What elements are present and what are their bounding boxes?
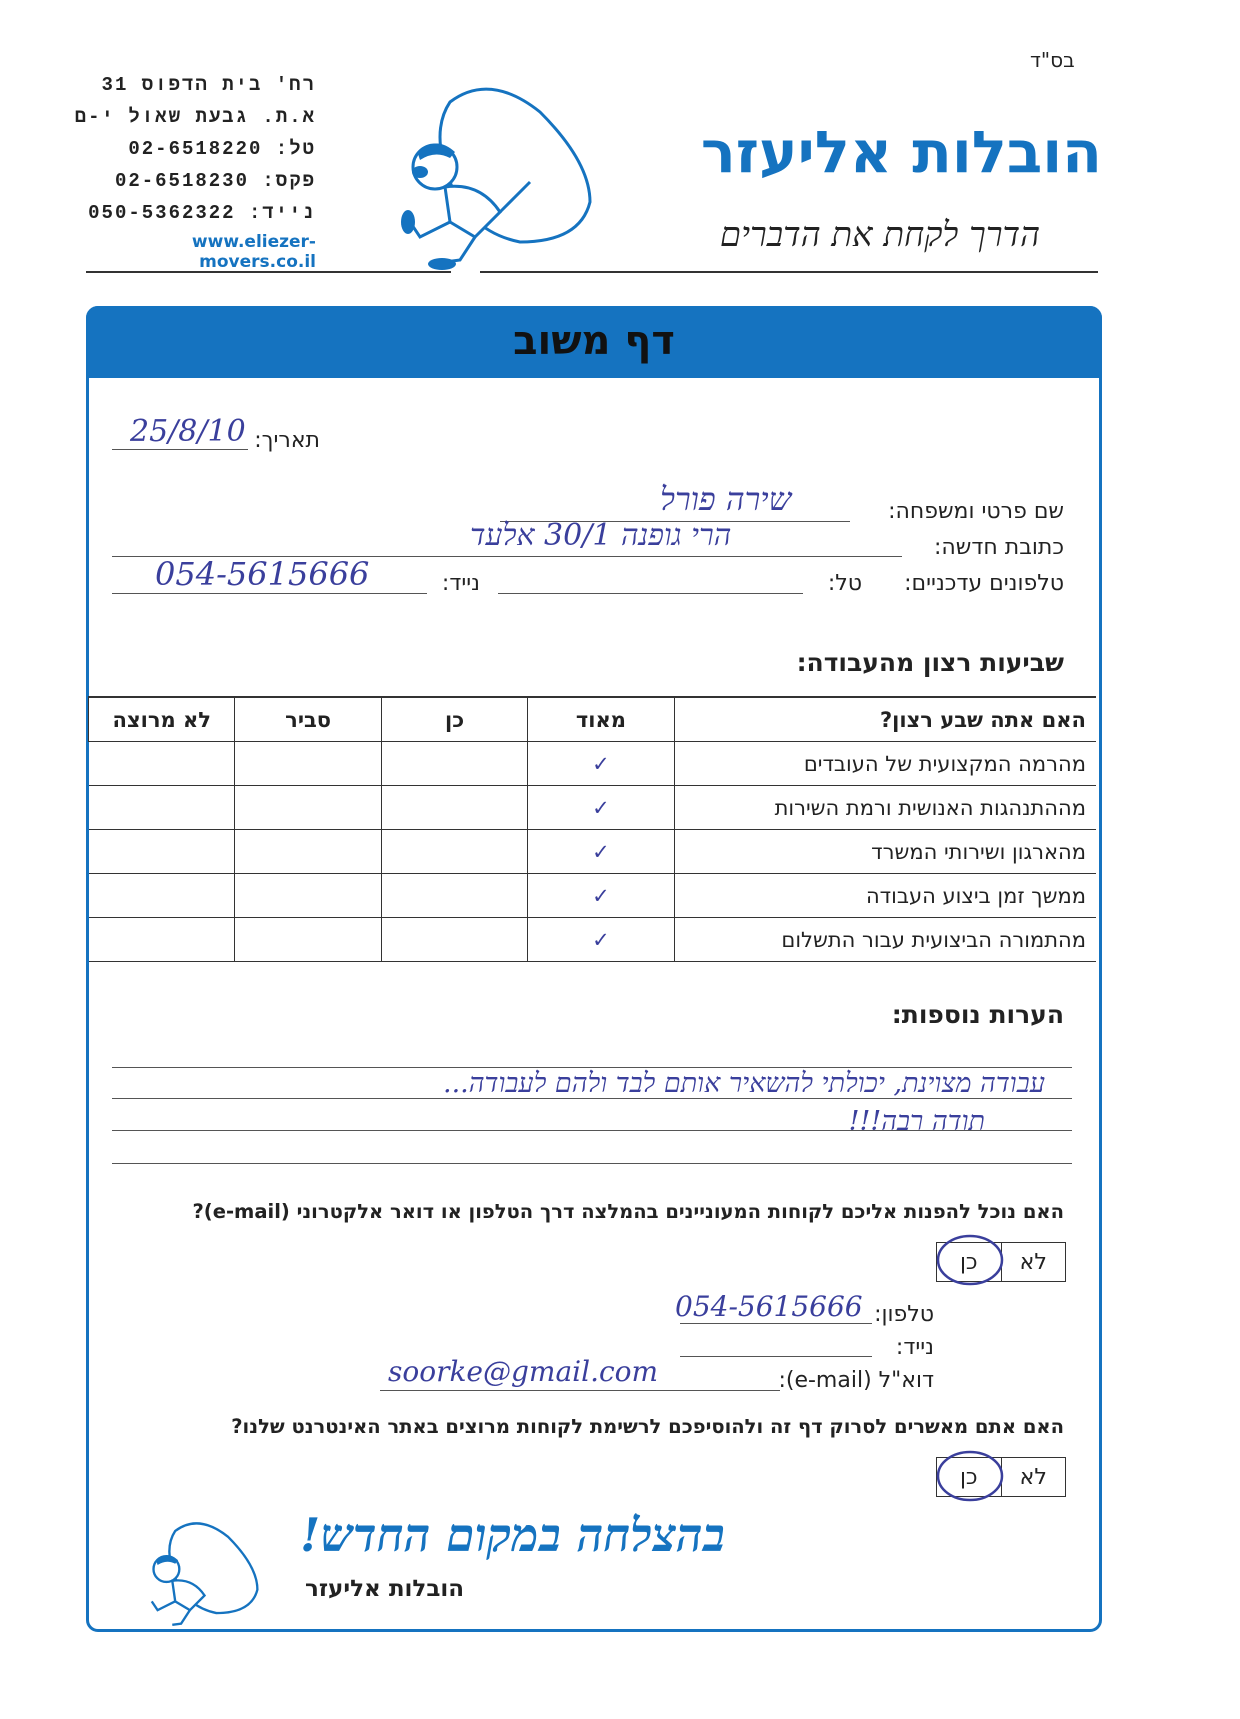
question-cell: מהתמורה הביצועית עבור התשלום bbox=[674, 918, 1096, 962]
address-line: פקס: 02-6518230 bbox=[114, 170, 316, 192]
referral-yes-option[interactable]: כן bbox=[937, 1243, 1002, 1281]
fair-checkbox[interactable] bbox=[235, 830, 381, 874]
very-checkbox[interactable]: ✓ bbox=[528, 874, 674, 918]
referral-phone-label: טלפון: bbox=[874, 1302, 934, 1327]
header-rule-left bbox=[86, 271, 451, 273]
mobile-line bbox=[112, 593, 427, 594]
table-row bbox=[89, 830, 1097, 874]
mascot-logo-icon bbox=[390, 72, 620, 272]
table-row bbox=[89, 918, 1097, 962]
footer-wish: בהצלחה במקום החדש! bbox=[300, 1508, 725, 1562]
date-line bbox=[112, 449, 248, 450]
website-link[interactable]: www.eliezer-movers.co.il bbox=[191, 232, 316, 272]
table-row bbox=[89, 742, 1097, 786]
unsatisfied-checkbox[interactable] bbox=[89, 786, 235, 830]
question-cell: ממשך זמן ביצוע העבודה bbox=[674, 874, 1096, 918]
address-line: טל: 02-6518220 bbox=[128, 138, 316, 160]
referral-email-line bbox=[380, 1390, 780, 1391]
satisfaction-heading: שביעות רצון מהעבודה: bbox=[796, 648, 1064, 677]
yes-checkbox[interactable] bbox=[381, 874, 527, 918]
fair-checkbox[interactable] bbox=[235, 874, 381, 918]
unsatisfied-checkbox[interactable] bbox=[89, 830, 235, 874]
referral-phone-value[interactable]: 054-5615666 bbox=[675, 1290, 863, 1323]
question-cell: מהארגון ושירותי המשרד bbox=[674, 830, 1096, 874]
name-label: שם פרטי ומשפחה: bbox=[888, 499, 1064, 524]
column-header: האם אתה שבע רצון? bbox=[674, 697, 1096, 742]
very-checkbox[interactable]: ✓ bbox=[528, 786, 674, 830]
question-cell: מההתנהגות האנושית ורמת השירות bbox=[674, 786, 1096, 830]
table-header-row bbox=[89, 697, 1097, 742]
address-line: נייד: 050-5362322 bbox=[88, 202, 316, 224]
yes-checkbox[interactable] bbox=[381, 742, 527, 786]
name-value[interactable]: שירה פורל bbox=[660, 480, 792, 518]
tel-label: טל: bbox=[827, 571, 862, 596]
scan-no-option[interactable]: לא bbox=[1019, 1464, 1047, 1490]
fair-checkbox[interactable] bbox=[235, 786, 381, 830]
notes-text-line1[interactable]: עבודה מצוינת, יכולתי להשאיר אותם לבד ולהם לעבודה... bbox=[442, 1068, 1045, 1099]
table-row bbox=[89, 786, 1097, 830]
footer-company: הובלות אליעזר bbox=[305, 1576, 465, 1602]
yes-checkbox[interactable] bbox=[381, 830, 527, 874]
mobile-label: נייד: bbox=[441, 571, 480, 596]
very-checkbox[interactable]: ✓ bbox=[528, 742, 674, 786]
very-checkbox[interactable]: ✓ bbox=[528, 830, 674, 874]
notes-line bbox=[112, 1163, 1072, 1164]
very-checkbox[interactable]: ✓ bbox=[528, 918, 674, 962]
column-header: מאוד bbox=[528, 697, 674, 742]
yes-circle-mark-icon bbox=[930, 1446, 1010, 1506]
address-line: א.ת. גבעת שאול י-ם bbox=[74, 106, 316, 128]
yes-checkbox[interactable] bbox=[381, 786, 527, 830]
form-title: דף משוב bbox=[513, 318, 675, 364]
referral-no-option[interactable]: לא bbox=[1019, 1249, 1047, 1275]
phones-label: טלפונים עדכניים: bbox=[904, 571, 1064, 596]
tel-line bbox=[498, 593, 803, 594]
satisfaction-table bbox=[88, 696, 1096, 962]
table-row bbox=[89, 874, 1097, 918]
column-header: לא מרוצה bbox=[89, 697, 235, 742]
referral-mobile-line bbox=[680, 1356, 872, 1357]
slogan: הדרך לקחת את הדברים bbox=[719, 215, 1040, 255]
referral-phone-line bbox=[680, 1323, 872, 1324]
yes-checkbox[interactable] bbox=[381, 918, 527, 962]
column-header: כן bbox=[381, 697, 527, 742]
date-label: תאריך: bbox=[254, 428, 320, 453]
header-rule-right bbox=[480, 271, 1098, 273]
new-address-value[interactable]: הרי גופנה 30/1 אלעד bbox=[470, 518, 732, 553]
referral-question: האם נוכל להפנות אליכם לקוחות המעוניינים בהמלצה דרך הטלפון או דואר אלקטרוני (e-mail)? bbox=[192, 1200, 1064, 1223]
date-value[interactable]: 25/8/10 bbox=[130, 414, 246, 449]
fair-checkbox[interactable] bbox=[235, 918, 381, 962]
question-cell: מהרמה המקצועית של העובדים bbox=[674, 742, 1096, 786]
new-address-label: כתובת חדשה: bbox=[933, 535, 1064, 560]
unsatisfied-checkbox[interactable] bbox=[89, 742, 235, 786]
mascot-small-icon bbox=[140, 1512, 275, 1632]
company-name: הובלות אליעזר bbox=[700, 118, 1102, 186]
bsd-mark: בס"ד bbox=[1030, 48, 1075, 72]
yes-circle-mark-icon bbox=[930, 1230, 1010, 1290]
referral-email-label: דוא"ל (e-mail): bbox=[778, 1368, 934, 1393]
column-header: סביר bbox=[235, 697, 381, 742]
referral-mobile-label: נייד: bbox=[895, 1335, 934, 1360]
unsatisfied-checkbox[interactable] bbox=[89, 874, 235, 918]
unsatisfied-checkbox[interactable] bbox=[89, 918, 235, 962]
referral-email-value[interactable]: soorke@gmail.com bbox=[388, 1355, 659, 1388]
address-line: רח' בית הדפוס 31 bbox=[101, 74, 316, 96]
scan-yes-option[interactable]: כן bbox=[937, 1458, 1002, 1496]
scan-question: האם אתם מאשרים לסרוק דף זה ולהוסיפכם לרשימת לקוחות מרוצים באתר האינטרנט שלנו? bbox=[231, 1415, 1064, 1438]
mobile-value[interactable]: 054-5615666 bbox=[155, 555, 370, 593]
notes-heading: הערות נוספות: bbox=[891, 1000, 1064, 1029]
fair-checkbox[interactable] bbox=[235, 742, 381, 786]
notes-text-line2[interactable]: תודה רבה!!! bbox=[848, 1106, 985, 1137]
address-block bbox=[74, 74, 316, 272]
